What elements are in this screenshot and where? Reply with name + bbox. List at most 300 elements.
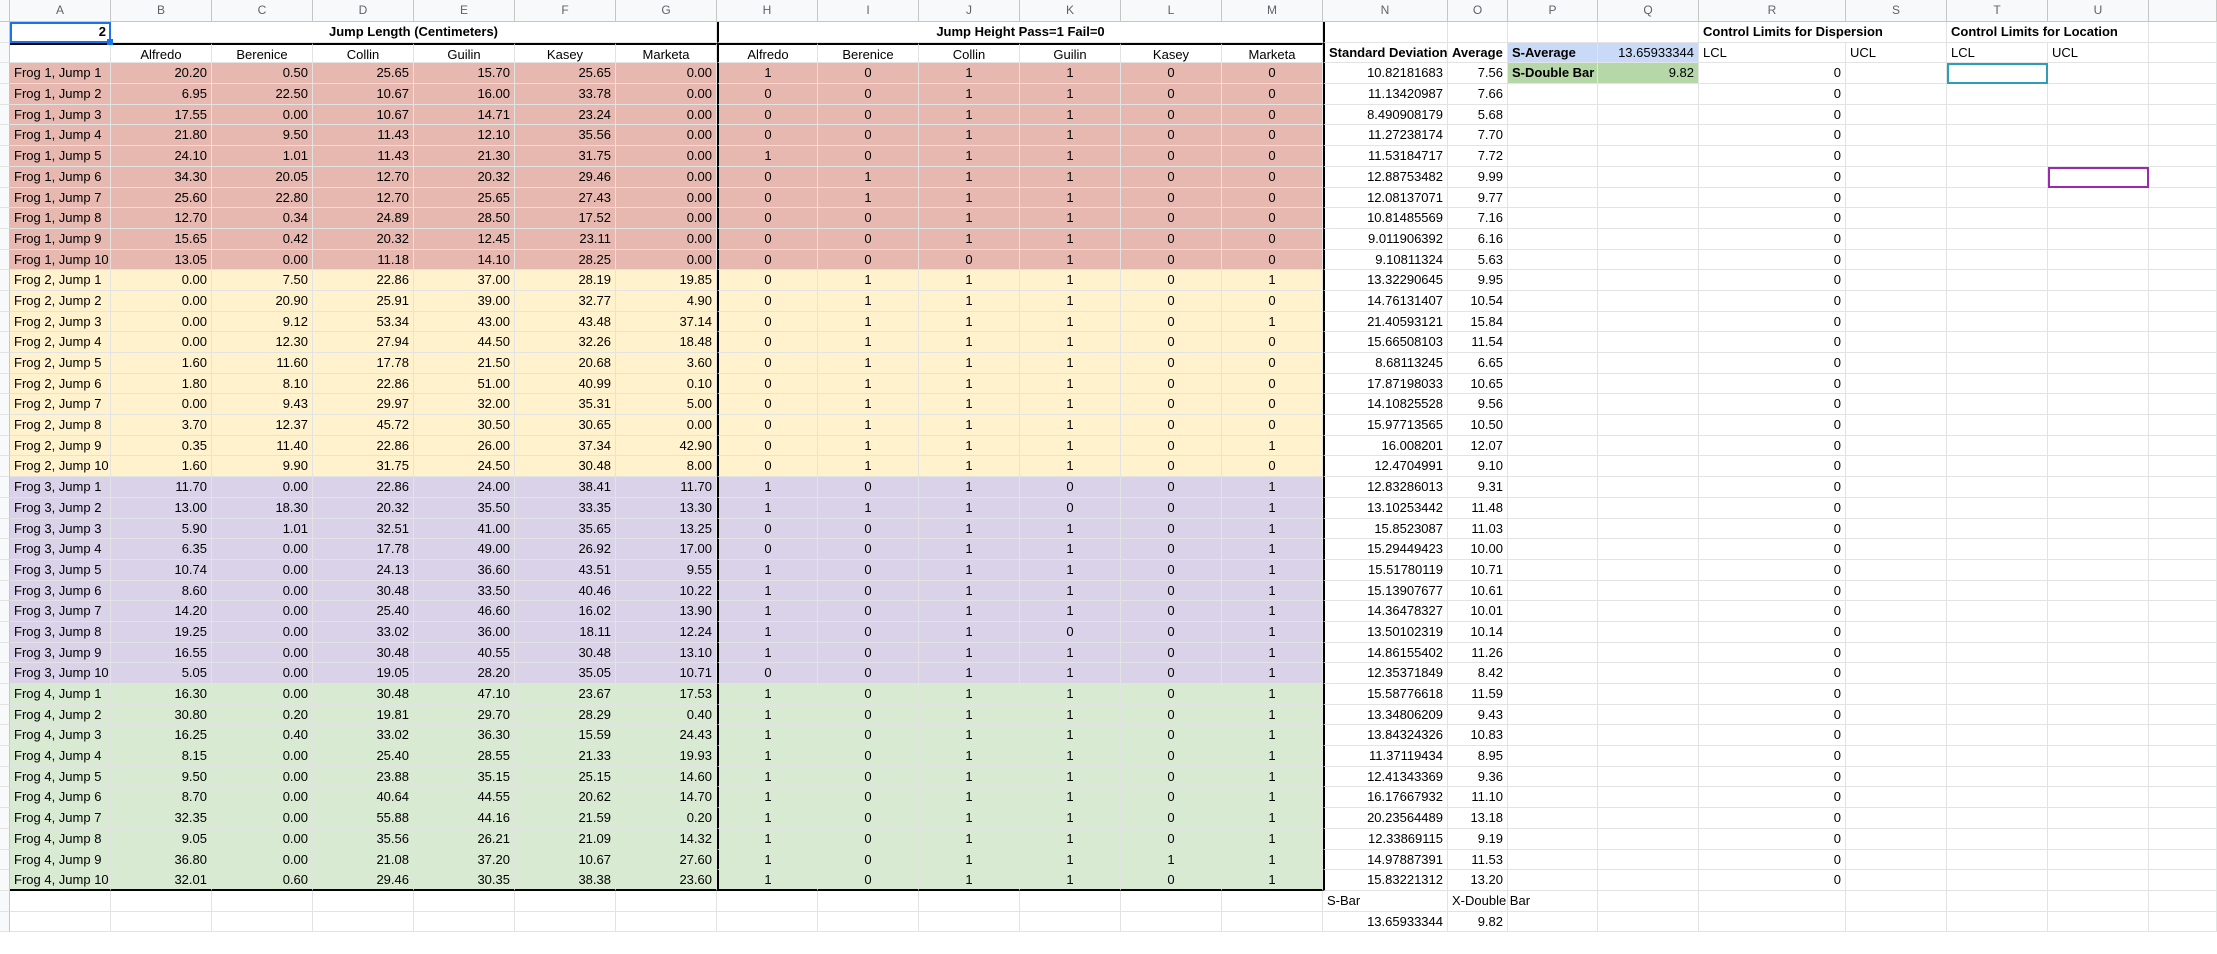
lcl-dispersion-cell[interactable]: 0 bbox=[1699, 63, 1846, 84]
cell-u17[interactable] bbox=[2048, 353, 2149, 374]
std-dev-cell[interactable]: 11.37119434 bbox=[1323, 746, 1448, 767]
cell-s20[interactable] bbox=[1846, 415, 1947, 436]
row-header-27[interactable] bbox=[0, 560, 10, 581]
jump-height-cell[interactable]: 0 bbox=[1121, 394, 1222, 415]
jump-length-cell[interactable]: 0.00 bbox=[212, 250, 313, 271]
jump-length-cell[interactable]: 3.70 bbox=[111, 415, 212, 436]
jump-height-cell[interactable]: 0 bbox=[818, 208, 919, 229]
jump-length-cell[interactable]: 28.20 bbox=[414, 663, 515, 684]
cell-s37[interactable] bbox=[1846, 767, 1947, 788]
jump-length-cell[interactable]: 19.85 bbox=[616, 270, 717, 291]
jump-height-cell[interactable]: 1 bbox=[1020, 560, 1121, 581]
cell-u9[interactable] bbox=[2048, 188, 2149, 209]
jump-height-cell[interactable]: 1 bbox=[1020, 63, 1121, 84]
jump-height-cell[interactable]: 0 bbox=[818, 539, 919, 560]
jump-length-cell[interactable]: 5.90 bbox=[111, 519, 212, 540]
cell-u14[interactable] bbox=[2048, 291, 2149, 312]
jump-length-cell[interactable]: 0.00 bbox=[616, 250, 717, 271]
jump-height-cell[interactable]: 1 bbox=[919, 436, 1020, 457]
average-cell[interactable]: 10.61 bbox=[1448, 581, 1508, 602]
jump-height-cell[interactable]: 1 bbox=[919, 829, 1020, 850]
jump-height-cell[interactable]: 0 bbox=[1222, 208, 1323, 229]
jump-length-cell[interactable]: 0.00 bbox=[111, 270, 212, 291]
cell-u8[interactable] bbox=[2048, 167, 2149, 188]
std-dev-cell[interactable]: 15.29449423 bbox=[1323, 539, 1448, 560]
average-cell[interactable]: 9.99 bbox=[1448, 167, 1508, 188]
jump-length-cell[interactable]: 13.25 bbox=[616, 519, 717, 540]
dispersion-title[interactable]: Control Limits for Dispersion bbox=[1699, 22, 1947, 43]
column-header-r[interactable]: R bbox=[1699, 0, 1846, 22]
std-dev-cell[interactable]: 12.33869115 bbox=[1323, 829, 1448, 850]
row-header-11[interactable] bbox=[0, 229, 10, 250]
row-header-24[interactable] bbox=[0, 498, 10, 519]
corner-select-all[interactable] bbox=[0, 0, 10, 22]
column-header-k[interactable]: K bbox=[1020, 0, 1121, 22]
jump-length-cell[interactable]: 0.20 bbox=[616, 808, 717, 829]
row-label[interactable]: Frog 1, Jump 4 bbox=[10, 125, 111, 146]
jump-height-title[interactable]: Jump Height Pass=1 Fail=0 bbox=[717, 22, 1323, 43]
cell-q21[interactable] bbox=[1598, 436, 1699, 457]
cell-u16[interactable] bbox=[2048, 332, 2149, 353]
cell-t5[interactable] bbox=[1947, 105, 2048, 126]
jump-height-cell[interactable]: 1 bbox=[1020, 250, 1121, 271]
height-header-marketa[interactable]: Marketa bbox=[1222, 43, 1323, 64]
jump-length-cell[interactable]: 22.86 bbox=[313, 477, 414, 498]
std-dev-cell[interactable]: 15.13907677 bbox=[1323, 581, 1448, 602]
cell-p4[interactable] bbox=[1508, 84, 1598, 105]
jump-length-cell[interactable]: 38.38 bbox=[515, 870, 616, 891]
jump-length-cell[interactable]: 35.05 bbox=[515, 663, 616, 684]
cell-t32[interactable] bbox=[1947, 663, 2048, 684]
cell-t20[interactable] bbox=[1947, 415, 2048, 436]
cell-t33[interactable] bbox=[1947, 684, 2048, 705]
lcl-dispersion-cell[interactable]: 0 bbox=[1699, 601, 1846, 622]
jump-height-cell[interactable]: 0 bbox=[1121, 456, 1222, 477]
cell-q40[interactable] bbox=[1598, 829, 1699, 850]
row-label[interactable]: Frog 3, Jump 2 bbox=[10, 498, 111, 519]
jump-height-cell[interactable]: 0 bbox=[1222, 105, 1323, 126]
cell-u32[interactable] bbox=[2048, 663, 2149, 684]
cell-s25[interactable] bbox=[1846, 519, 1947, 540]
jump-height-cell[interactable]: 1 bbox=[717, 146, 818, 167]
jump-length-cell[interactable]: 10.22 bbox=[616, 581, 717, 602]
jump-height-cell[interactable]: 0 bbox=[717, 229, 818, 250]
jump-height-cell[interactable]: 1 bbox=[1222, 850, 1323, 871]
jump-length-cell[interactable]: 44.50 bbox=[414, 332, 515, 353]
cell-s6[interactable] bbox=[1846, 125, 1947, 146]
jump-length-cell[interactable]: 44.16 bbox=[414, 808, 515, 829]
cell-empty[interactable] bbox=[515, 891, 616, 912]
cell-s30[interactable] bbox=[1846, 622, 1947, 643]
jump-height-cell[interactable]: 0 bbox=[717, 125, 818, 146]
average-cell[interactable]: 7.56 bbox=[1448, 63, 1508, 84]
cell-s31[interactable] bbox=[1846, 643, 1947, 664]
jump-height-cell[interactable]: 0 bbox=[1121, 684, 1222, 705]
jump-height-cell[interactable]: 0 bbox=[818, 105, 919, 126]
jump-height-cell[interactable]: 1 bbox=[1020, 725, 1121, 746]
row-header-31[interactable] bbox=[0, 643, 10, 664]
jump-height-cell[interactable]: 1 bbox=[1222, 270, 1323, 291]
row-header-5[interactable] bbox=[0, 105, 10, 126]
jump-length-cell[interactable]: 25.65 bbox=[414, 188, 515, 209]
jump-height-cell[interactable]: 1 bbox=[919, 188, 1020, 209]
row-label[interactable]: Frog 1, Jump 3 bbox=[10, 105, 111, 126]
jump-height-cell[interactable]: 1 bbox=[919, 519, 1020, 540]
jump-length-cell[interactable]: 21.09 bbox=[515, 829, 616, 850]
row-label[interactable]: Frog 3, Jump 6 bbox=[10, 581, 111, 602]
jump-length-cell[interactable]: 0.40 bbox=[616, 705, 717, 726]
jump-height-cell[interactable]: 1 bbox=[717, 560, 818, 581]
jump-height-cell[interactable]: 1 bbox=[1020, 539, 1121, 560]
lcl-dispersion-cell[interactable]: 0 bbox=[1699, 312, 1846, 333]
jump-height-cell[interactable]: 0 bbox=[1121, 188, 1222, 209]
jump-length-cell[interactable]: 24.00 bbox=[414, 477, 515, 498]
row-label[interactable]: Frog 4, Jump 6 bbox=[10, 787, 111, 808]
cell-u19[interactable] bbox=[2048, 394, 2149, 415]
cell-t11[interactable] bbox=[1947, 229, 2048, 250]
row-header-2[interactable] bbox=[0, 43, 10, 64]
jump-length-cell[interactable]: 12.45 bbox=[414, 229, 515, 250]
jump-height-cell[interactable]: 1 bbox=[717, 477, 818, 498]
cell-q28[interactable] bbox=[1598, 581, 1699, 602]
cell-t19[interactable] bbox=[1947, 394, 2048, 415]
cell-s23[interactable] bbox=[1846, 477, 1947, 498]
average-cell[interactable]: 9.43 bbox=[1448, 705, 1508, 726]
jump-height-cell[interactable]: 1 bbox=[717, 63, 818, 84]
lcl-dispersion-cell[interactable]: 0 bbox=[1699, 539, 1846, 560]
lcl-dispersion-cell[interactable]: 0 bbox=[1699, 746, 1846, 767]
jump-length-cell[interactable]: 12.24 bbox=[616, 622, 717, 643]
jump-length-cell[interactable]: 0.00 bbox=[616, 167, 717, 188]
cell-empty[interactable] bbox=[111, 891, 212, 912]
jump-length-cell[interactable]: 0.00 bbox=[212, 808, 313, 829]
jump-height-cell[interactable]: 1 bbox=[717, 684, 818, 705]
cell-s3[interactable] bbox=[1846, 63, 1947, 84]
jump-height-cell[interactable]: 1 bbox=[717, 787, 818, 808]
average-cell[interactable]: 10.65 bbox=[1448, 374, 1508, 395]
cell-p42[interactable] bbox=[1508, 870, 1598, 891]
jump-height-cell[interactable]: 1 bbox=[1121, 850, 1222, 871]
jump-height-cell[interactable]: 1 bbox=[717, 725, 818, 746]
jump-length-cell[interactable]: 35.50 bbox=[414, 498, 515, 519]
jump-length-cell[interactable]: 27.94 bbox=[313, 332, 414, 353]
average-cell[interactable]: 10.54 bbox=[1448, 291, 1508, 312]
jump-height-cell[interactable]: 1 bbox=[919, 787, 1020, 808]
row-header-7[interactable] bbox=[0, 146, 10, 167]
jump-length-cell[interactable]: 21.08 bbox=[313, 850, 414, 871]
average-cell[interactable]: 9.95 bbox=[1448, 270, 1508, 291]
length-header-guilin[interactable]: Guilin bbox=[414, 43, 515, 64]
cell-q1[interactable] bbox=[1598, 22, 1699, 43]
average-cell[interactable]: 5.63 bbox=[1448, 250, 1508, 271]
cell-p35[interactable] bbox=[1508, 725, 1598, 746]
jump-length-cell[interactable]: 30.48 bbox=[313, 581, 414, 602]
jump-length-cell[interactable]: 10.74 bbox=[111, 560, 212, 581]
jump-length-cell[interactable]: 22.86 bbox=[313, 374, 414, 395]
std-dev-cell[interactable]: 10.82181683 bbox=[1323, 63, 1448, 84]
cell-empty[interactable] bbox=[1222, 912, 1323, 933]
std-dev-cell[interactable]: 13.10253442 bbox=[1323, 498, 1448, 519]
jump-height-cell[interactable]: 0 bbox=[1222, 229, 1323, 250]
cell-t28[interactable] bbox=[1947, 581, 2048, 602]
jump-length-cell[interactable]: 28.25 bbox=[515, 250, 616, 271]
jump-length-cell[interactable]: 33.35 bbox=[515, 498, 616, 519]
jump-height-cell[interactable]: 1 bbox=[919, 270, 1020, 291]
jump-length-cell[interactable]: 10.67 bbox=[313, 105, 414, 126]
cell-empty[interactable] bbox=[515, 912, 616, 933]
jump-length-cell[interactable]: 14.60 bbox=[616, 767, 717, 788]
jump-length-cell[interactable]: 9.55 bbox=[616, 560, 717, 581]
row-label[interactable]: Frog 1, Jump 9 bbox=[10, 229, 111, 250]
jump-height-cell[interactable]: 1 bbox=[1020, 291, 1121, 312]
column-header-j[interactable]: J bbox=[919, 0, 1020, 22]
jump-length-cell[interactable]: 29.97 bbox=[313, 394, 414, 415]
std-dev-cell[interactable]: 14.10825528 bbox=[1323, 394, 1448, 415]
average-cell[interactable]: 9.31 bbox=[1448, 477, 1508, 498]
cell-u27[interactable] bbox=[2048, 560, 2149, 581]
height-header-kasey[interactable]: Kasey bbox=[1121, 43, 1222, 64]
lcl-dispersion-cell[interactable]: 0 bbox=[1699, 829, 1846, 850]
jump-height-cell[interactable]: 1 bbox=[717, 643, 818, 664]
jump-length-cell[interactable]: 0.00 bbox=[111, 394, 212, 415]
length-header-berenice[interactable]: Berenice bbox=[212, 43, 313, 64]
jump-height-cell[interactable]: 0 bbox=[1121, 643, 1222, 664]
cell-t40[interactable] bbox=[1947, 829, 2048, 850]
cell-empty[interactable] bbox=[1598, 912, 1699, 933]
jump-height-cell[interactable]: 1 bbox=[919, 767, 1020, 788]
row-header-35[interactable] bbox=[0, 725, 10, 746]
cell-q6[interactable] bbox=[1598, 125, 1699, 146]
cell-empty[interactable] bbox=[919, 891, 1020, 912]
jump-length-cell[interactable]: 33.02 bbox=[313, 725, 414, 746]
jump-height-cell[interactable]: 1 bbox=[717, 622, 818, 643]
row-label[interactable]: Frog 3, Jump 3 bbox=[10, 519, 111, 540]
cell-p23[interactable] bbox=[1508, 477, 1598, 498]
jump-height-cell[interactable]: 0 bbox=[1121, 477, 1222, 498]
jump-height-cell[interactable]: 1 bbox=[1020, 456, 1121, 477]
jump-length-cell[interactable]: 30.50 bbox=[414, 415, 515, 436]
cell-p19[interactable] bbox=[1508, 394, 1598, 415]
row-header-21[interactable] bbox=[0, 436, 10, 457]
jump-length-cell[interactable]: 0.40 bbox=[212, 725, 313, 746]
row-label[interactable]: Frog 4, Jump 4 bbox=[10, 746, 111, 767]
column-header-t[interactable]: T bbox=[1947, 0, 2048, 22]
row-label[interactable]: Frog 2, Jump 4 bbox=[10, 332, 111, 353]
jump-length-cell[interactable]: 0.00 bbox=[111, 291, 212, 312]
cell-t22[interactable] bbox=[1947, 456, 2048, 477]
cell-t13[interactable] bbox=[1947, 270, 2048, 291]
jump-height-cell[interactable]: 0 bbox=[1121, 808, 1222, 829]
lcl-dispersion-cell[interactable]: 0 bbox=[1699, 208, 1846, 229]
jump-length-cell[interactable]: 21.30 bbox=[414, 146, 515, 167]
cell-t15[interactable] bbox=[1947, 312, 2048, 333]
jump-length-cell[interactable]: 42.90 bbox=[616, 436, 717, 457]
cell-t24[interactable] bbox=[1947, 498, 2048, 519]
cell-p8[interactable] bbox=[1508, 167, 1598, 188]
jump-length-cell[interactable]: 49.00 bbox=[414, 539, 515, 560]
jump-length-cell[interactable]: 23.11 bbox=[515, 229, 616, 250]
lcl-location[interactable]: LCL bbox=[1947, 43, 2048, 64]
length-header-alfredo[interactable]: Alfredo bbox=[111, 43, 212, 64]
row-header-40[interactable] bbox=[0, 829, 10, 850]
jump-height-cell[interactable]: 0 bbox=[1121, 105, 1222, 126]
jump-length-cell[interactable]: 32.51 bbox=[313, 519, 414, 540]
cell-p31[interactable] bbox=[1508, 643, 1598, 664]
jump-length-cell[interactable]: 0.10 bbox=[616, 374, 717, 395]
jump-length-cell[interactable]: 1.01 bbox=[212, 519, 313, 540]
cell-s10[interactable] bbox=[1846, 208, 1947, 229]
cell-t21[interactable] bbox=[1947, 436, 2048, 457]
std-dev-cell[interactable]: 14.86155402 bbox=[1323, 643, 1448, 664]
column-header-u[interactable]: U bbox=[2048, 0, 2149, 22]
jump-height-cell[interactable]: 0 bbox=[717, 250, 818, 271]
jump-height-cell[interactable]: 0 bbox=[717, 415, 818, 436]
cell-u40[interactable] bbox=[2048, 829, 2149, 850]
cell-u11[interactable] bbox=[2048, 229, 2149, 250]
jump-length-cell[interactable]: 19.81 bbox=[313, 705, 414, 726]
s-average-label[interactable]: S-Average bbox=[1508, 43, 1598, 64]
jump-length-cell[interactable]: 0.00 bbox=[616, 188, 717, 209]
jump-height-cell[interactable]: 0 bbox=[1121, 146, 1222, 167]
row-label[interactable]: Frog 2, Jump 2 bbox=[10, 291, 111, 312]
jump-height-cell[interactable]: 0 bbox=[1222, 250, 1323, 271]
jump-length-cell[interactable]: 25.40 bbox=[313, 746, 414, 767]
cell-s14[interactable] bbox=[1846, 291, 1947, 312]
cell-s4[interactable] bbox=[1846, 84, 1947, 105]
cell-q19[interactable] bbox=[1598, 394, 1699, 415]
average-cell[interactable]: 11.10 bbox=[1448, 787, 1508, 808]
jump-height-cell[interactable]: 1 bbox=[717, 767, 818, 788]
jump-length-cell[interactable]: 36.60 bbox=[414, 560, 515, 581]
jump-height-cell[interactable]: 0 bbox=[1121, 291, 1222, 312]
jump-height-cell[interactable]: 1 bbox=[818, 353, 919, 374]
std-dev-cell[interactable]: 12.83286013 bbox=[1323, 477, 1448, 498]
jump-length-cell[interactable]: 28.19 bbox=[515, 270, 616, 291]
jump-height-cell[interactable]: 1 bbox=[1020, 663, 1121, 684]
column-header-a[interactable]: A bbox=[10, 0, 111, 22]
jump-length-cell[interactable]: 37.14 bbox=[616, 312, 717, 333]
jump-length-cell[interactable]: 11.70 bbox=[616, 477, 717, 498]
cell-u31[interactable] bbox=[2048, 643, 2149, 664]
average-cell[interactable]: 7.16 bbox=[1448, 208, 1508, 229]
jump-length-cell[interactable]: 3.60 bbox=[616, 353, 717, 374]
average-cell[interactable]: 7.70 bbox=[1448, 125, 1508, 146]
cell-t29[interactable] bbox=[1947, 601, 2048, 622]
cell-q36[interactable] bbox=[1598, 746, 1699, 767]
s-double-bar-label[interactable]: S-Double Bar bbox=[1508, 63, 1598, 84]
std-dev-cell[interactable]: 20.23564489 bbox=[1323, 808, 1448, 829]
cell-t16[interactable] bbox=[1947, 332, 2048, 353]
jump-length-cell[interactable]: 26.00 bbox=[414, 436, 515, 457]
cell-u13[interactable] bbox=[2048, 270, 2149, 291]
cell-q34[interactable] bbox=[1598, 705, 1699, 726]
jump-length-cell[interactable]: 19.25 bbox=[111, 622, 212, 643]
row-header-9[interactable] bbox=[0, 188, 10, 209]
cell-t31[interactable] bbox=[1947, 643, 2048, 664]
jump-length-cell[interactable]: 22.80 bbox=[212, 188, 313, 209]
jump-length-cell[interactable]: 14.20 bbox=[111, 601, 212, 622]
cell-u12[interactable] bbox=[2048, 250, 2149, 271]
jump-height-cell[interactable]: 0 bbox=[818, 229, 919, 250]
cell-empty[interactable] bbox=[313, 891, 414, 912]
cell-empty[interactable] bbox=[2048, 891, 2149, 912]
jump-height-cell[interactable]: 1 bbox=[1222, 622, 1323, 643]
cell-p32[interactable] bbox=[1508, 663, 1598, 684]
lcl-dispersion-cell[interactable]: 0 bbox=[1699, 84, 1846, 105]
jump-height-cell[interactable]: 1 bbox=[1020, 270, 1121, 291]
row-label[interactable]: Frog 1, Jump 6 bbox=[10, 167, 111, 188]
jump-height-cell[interactable]: 1 bbox=[1222, 560, 1323, 581]
cell-p26[interactable] bbox=[1508, 539, 1598, 560]
jump-length-cell[interactable]: 12.10 bbox=[414, 125, 515, 146]
cell-t18[interactable] bbox=[1947, 374, 2048, 395]
cell-s22[interactable] bbox=[1846, 456, 1947, 477]
jump-height-cell[interactable]: 0 bbox=[818, 746, 919, 767]
jump-length-cell[interactable]: 10.67 bbox=[313, 84, 414, 105]
jump-length-cell[interactable]: 8.70 bbox=[111, 787, 212, 808]
cell-s36[interactable] bbox=[1846, 746, 1947, 767]
jump-height-cell[interactable]: 1 bbox=[1020, 125, 1121, 146]
std-dev-cell[interactable]: 17.87198033 bbox=[1323, 374, 1448, 395]
average-cell[interactable]: 10.01 bbox=[1448, 601, 1508, 622]
lcl-dispersion-cell[interactable]: 0 bbox=[1699, 581, 1846, 602]
jump-height-cell[interactable]: 1 bbox=[919, 684, 1020, 705]
row-header-15[interactable] bbox=[0, 312, 10, 333]
cell-u37[interactable] bbox=[2048, 767, 2149, 788]
jump-length-cell[interactable]: 0.00 bbox=[212, 622, 313, 643]
jump-length-cell[interactable]: 35.65 bbox=[515, 519, 616, 540]
average-cell[interactable]: 13.18 bbox=[1448, 808, 1508, 829]
jump-height-cell[interactable]: 1 bbox=[919, 746, 1020, 767]
jump-length-cell[interactable]: 37.00 bbox=[414, 270, 515, 291]
jump-length-cell[interactable]: 30.80 bbox=[111, 705, 212, 726]
jump-height-cell[interactable]: 1 bbox=[717, 705, 818, 726]
jump-length-cell[interactable]: 19.05 bbox=[313, 663, 414, 684]
jump-height-cell[interactable]: 1 bbox=[1222, 581, 1323, 602]
jump-length-cell[interactable]: 32.01 bbox=[111, 870, 212, 891]
jump-height-cell[interactable]: 0 bbox=[717, 374, 818, 395]
std-dev-cell[interactable]: 16.008201 bbox=[1323, 436, 1448, 457]
jump-length-cell[interactable]: 24.13 bbox=[313, 560, 414, 581]
jump-height-cell[interactable]: 0 bbox=[717, 394, 818, 415]
jump-length-cell[interactable]: 29.70 bbox=[414, 705, 515, 726]
jump-length-cell[interactable]: 1.01 bbox=[212, 146, 313, 167]
jump-length-cell[interactable]: 15.70 bbox=[414, 63, 515, 84]
cell-p24[interactable] bbox=[1508, 498, 1598, 519]
jump-height-cell[interactable]: 1 bbox=[818, 167, 919, 188]
jump-height-cell[interactable]: 0 bbox=[919, 250, 1020, 271]
jump-height-cell[interactable]: 0 bbox=[1121, 870, 1222, 891]
cell-t30[interactable] bbox=[1947, 622, 2048, 643]
jump-height-cell[interactable]: 0 bbox=[818, 808, 919, 829]
cell-s33[interactable] bbox=[1846, 684, 1947, 705]
average-header[interactable]: Average bbox=[1448, 43, 1508, 64]
std-dev-cell[interactable]: 10.81485569 bbox=[1323, 208, 1448, 229]
jump-length-cell[interactable]: 20.32 bbox=[313, 229, 414, 250]
jump-length-cell[interactable]: 32.26 bbox=[515, 332, 616, 353]
cell-empty[interactable] bbox=[10, 891, 111, 912]
average-cell[interactable]: 10.00 bbox=[1448, 539, 1508, 560]
cell-empty[interactable] bbox=[1121, 912, 1222, 933]
jump-length-cell[interactable]: 20.62 bbox=[515, 787, 616, 808]
jump-height-cell[interactable]: 0 bbox=[1222, 291, 1323, 312]
jump-height-cell[interactable]: 0 bbox=[717, 663, 818, 684]
cell-q26[interactable] bbox=[1598, 539, 1699, 560]
average-cell[interactable]: 13.20 bbox=[1448, 870, 1508, 891]
average-cell[interactable]: 10.14 bbox=[1448, 622, 1508, 643]
jump-length-cell[interactable]: 9.43 bbox=[212, 394, 313, 415]
lcl-dispersion-cell[interactable]: 0 bbox=[1699, 725, 1846, 746]
